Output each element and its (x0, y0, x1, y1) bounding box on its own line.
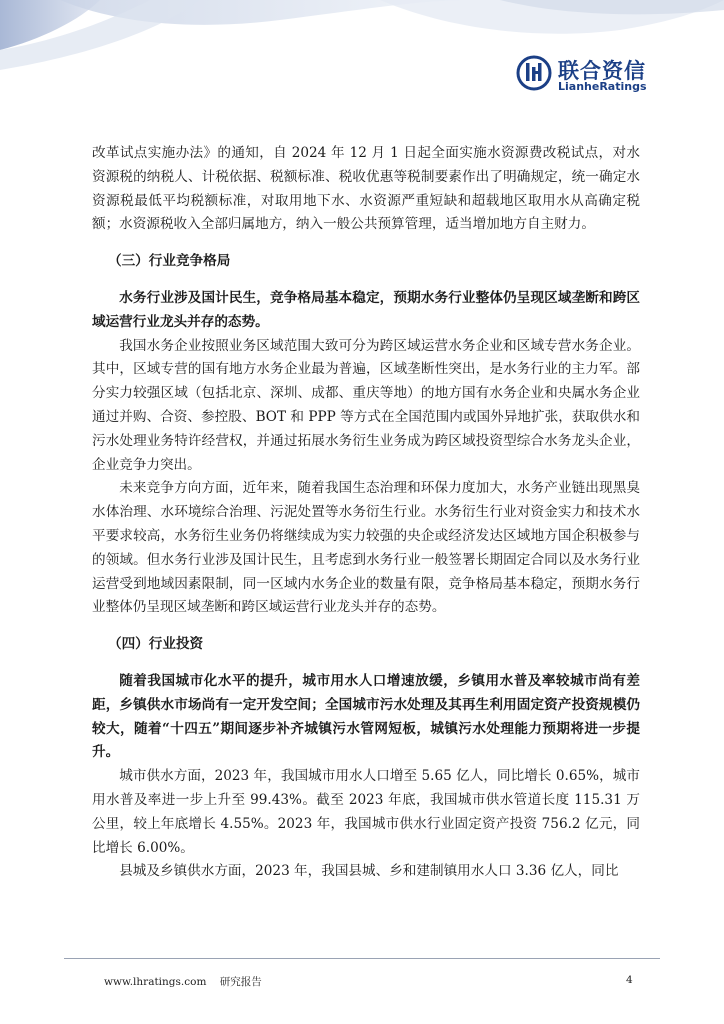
page-number: 4 (626, 974, 633, 986)
paragraph-competition-outlook: 未来竞争方向方面，近年来，随着我国生态治理和环保力度加大，水务产业链出现黑臭水体治理、水环境综合治理、污泥处置等水务衍生行业。水务衍生行业对资金实力和技术水平要求较高，水务衍生业务仍将继续成为实力较强的央企或经济发达区域地方国企积极参与的领域。但水务行业涉及国计民生，且考虑到水务行业一般签署长期固定合同以及水务行业运营受到地域因素限制，同一区域内水务企业的数量有限，竞争格局基本稳定，预期水务行业整体仍呈现区域垄断和跨区域运营行业龙头并存的态势。 (92, 480, 640, 616)
footer-left (104, 974, 262, 989)
section-heading-investment: （四）行业投资 (108, 636, 204, 653)
footer-website: www.lhratings.com (104, 976, 207, 988)
logo-english-name: LianheRatings (558, 80, 647, 93)
paragraph-county-water-supply: 县城及乡镇供水方面，2023 年，我国县城、乡和建制镇用水人口 3.36 亿人，同比 (119, 863, 619, 880)
lianhe-logo-icon (516, 55, 552, 91)
logo-chinese-name: 联合资信 (558, 59, 646, 83)
section-heading-competition: （三）行业竞争格局 (108, 253, 231, 270)
company-logo (516, 55, 646, 95)
paragraph-water-tax-continued: 改革试点实施办法》的通知，自 2024 年 12 月 1 日起全面实施水资源费改税试点，对水资源税的纳税人、计税依据、税额标准、税收优惠等税制要素作出了明确规定，统一确定水资源税最低平均税额标准，对取用地下水、水资源严重短缺和超载地区取用水从高确定税额；水资源税收入全部归属地方，纳入一般公共预算管理，适当增加地方自主财力。 (92, 145, 640, 233)
paragraph-urban-water-supply: 城市供水方面，2023 年，我国城市用水人口增至 5.65 亿人，同比增长 0.65%，城市用水普及率进一步上升至 99.43%。截至 2023 年底，我国城市供水管道长度 115.31 万公里，较上年底增长 4.55%。2023 年，我国城市供水行业固定资产投资 756.2 亿元，同比增长 6.00%。 (92, 768, 640, 856)
paragraph-enterprise-types: 我国水务企业按照业务区域范围大致可分为跨区域运营水务企业和区域专营水务企业。其中，区域专营的国有地方水务企业最为普遍，区域垄断性突出，是水务行业的主力军。部分实力较强区域（包括北京、深圳、成都、重庆等地）的地方国有水务企业和央属水务企业通过并购、合资、参控股、BOT 和 PPP 等方式在全国范围内或国外异地扩张，获取供水和污水处理业务特许经营权，并通过拓展水务衍生业务成为跨区域投资型综合水务龙头企业，企业竞争力突出。 (92, 337, 640, 473)
document-body (92, 142, 640, 884)
footer-doc-type: 研究报告 (219, 976, 262, 988)
footer-divider (64, 958, 660, 959)
section-lead-competition: 水务行业涉及国计民生，竞争格局基本稳定，预期水务行业整体仍呈现区域垄断和跨区域运营行业龙头并存的态势。 (92, 289, 640, 330)
section-lead-investment: 随着我国城市化水平的提升，城市用水人口增速放缓，乡镇用水普及率较城市尚有差距，乡镇供水市场尚有一定开发空间；全国城市污水处理及其再生利用固定资产投资规模仍较大，随着“十四五”期间逐步补齐城镇污水管网短板，城镇污水处理能力预期将进一步提升。 (92, 672, 640, 761)
